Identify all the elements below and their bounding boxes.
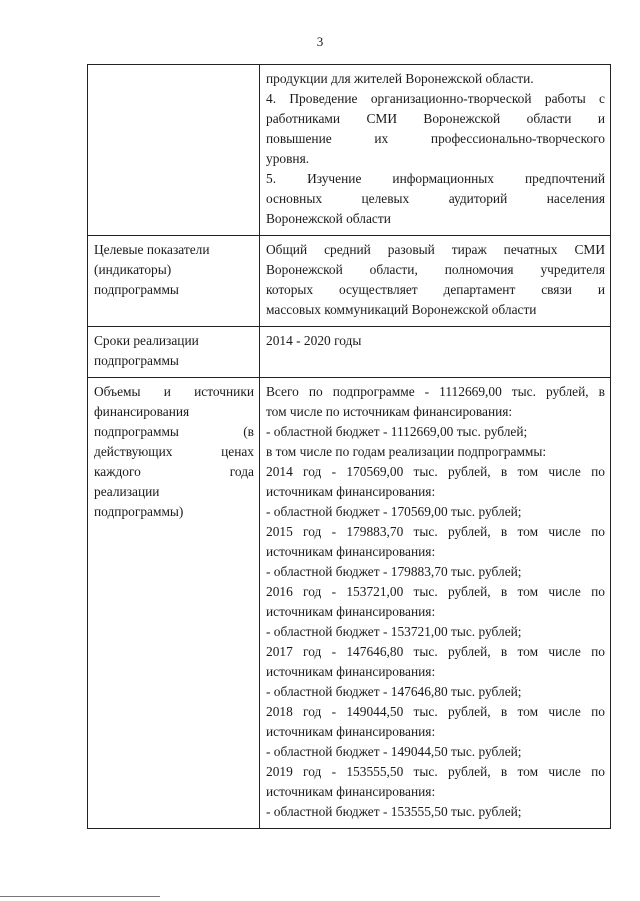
content-line: 2014 год - 170569,00 тыс. рублей, в том числе по: [266, 464, 605, 479]
row-label-line: подпрограммы): [94, 504, 184, 519]
subprogram-passport-table: [87, 64, 611, 829]
row-content-cell: [260, 236, 611, 327]
content-line: основных целевых аудиторий населения: [266, 191, 605, 206]
row-label-line: действующих ценах: [94, 444, 254, 459]
row-label-line: Целевые показатели: [94, 242, 210, 257]
content-line: том числе по источникам финансирования:: [266, 404, 513, 419]
content-line: Общий средний разовый тираж печатных СМИ: [266, 242, 605, 257]
row-label-cell: [88, 378, 260, 829]
row-label-line: Объемы и источники: [94, 384, 254, 399]
content-line: 5. Изучение информационных предпочтений: [266, 171, 605, 186]
content-line: источникам финансирования:: [266, 664, 436, 679]
table-row: [88, 327, 611, 378]
content-line: источникам финансирования:: [266, 544, 436, 559]
row-label-line: реализации: [94, 484, 160, 499]
content-line: продукции для жителей Воронежской области.: [266, 71, 534, 86]
table-row: [88, 236, 611, 327]
content-line: работниками СМИ Воронежской области и: [266, 111, 605, 126]
content-line: Всего по подпрограмме - 1112669,00 тыс. рублей, в: [266, 384, 605, 399]
content-line: 2019 год - 153555,50 тыс. рублей, в том числе по: [266, 764, 605, 779]
content-line: 2016 год - 153721,00 тыс. рублей, в том числе по: [266, 584, 605, 599]
content-line: - областной бюджет - 170569,00 тыс. рублей;: [266, 504, 522, 519]
page-number: 3: [316, 34, 324, 49]
table-row: [88, 378, 611, 829]
content-line: повышение их профессионально-творческого: [266, 131, 605, 146]
content-line: - областной бюджет - 153555,50 тыс. рублей;: [266, 804, 522, 819]
row-label-line: подпрограммы (в: [94, 424, 254, 439]
content-line: массовых коммуникаций Воронежской области: [266, 302, 537, 317]
content-line: 2018 год - 149044,50 тыс. рублей, в том числе по: [266, 704, 605, 719]
row-content-cell: [260, 65, 611, 236]
content-line: источникам финансирования:: [266, 604, 436, 619]
content-line: 2015 год - 179883,70 тыс. рублей, в том числе по: [266, 524, 605, 539]
content-line: Воронежской области: [266, 211, 391, 226]
row-label-cell: [88, 65, 260, 236]
content-line: источникам финансирования:: [266, 784, 436, 799]
row-content-cell: [260, 378, 611, 829]
content-line: 2014 - 2020 годы: [266, 333, 362, 348]
content-line: - областной бюджет - 147646,80 тыс. рублей;: [266, 684, 522, 699]
content-line: - областной бюджет - 149044,50 тыс. рублей;: [266, 744, 522, 759]
row-label-line: подпрограммы: [94, 282, 179, 297]
content-line: 2017 год - 147646,80 тыс. рублей, в том числе по: [266, 644, 605, 659]
content-line: Воронежской области, полномочия учредителя: [266, 262, 605, 277]
content-line: уровня.: [266, 151, 310, 166]
row-content-cell: [260, 327, 611, 378]
content-line: в том числе по годам реализации подпрограммы:: [266, 444, 547, 459]
row-label-line: (индикаторы): [94, 262, 172, 277]
row-label-line: Сроки реализации: [94, 333, 199, 348]
content-line: которых осуществляет департамент связи и: [266, 282, 605, 297]
content-line: источникам финансирования:: [266, 724, 436, 739]
content-line: - областной бюджет - 1112669,00 тыс. рублей;: [266, 424, 528, 439]
footnote-rule: [0, 896, 160, 897]
content-line: - областной бюджет - 153721,00 тыс. рублей;: [266, 624, 522, 639]
table-row: [88, 65, 611, 236]
content-line: 4. Проведение организационно-творческой работы с: [266, 91, 605, 106]
row-label-line: подпрограммы: [94, 353, 179, 368]
row-label-cell: [88, 236, 260, 327]
content-line: источникам финансирования:: [266, 484, 436, 499]
row-label-line: финансирования: [94, 404, 190, 419]
row-label-cell: [88, 327, 260, 378]
content-line: - областной бюджет - 179883,70 тыс. рублей;: [266, 564, 522, 579]
row-label-line: каждого года: [94, 464, 254, 479]
